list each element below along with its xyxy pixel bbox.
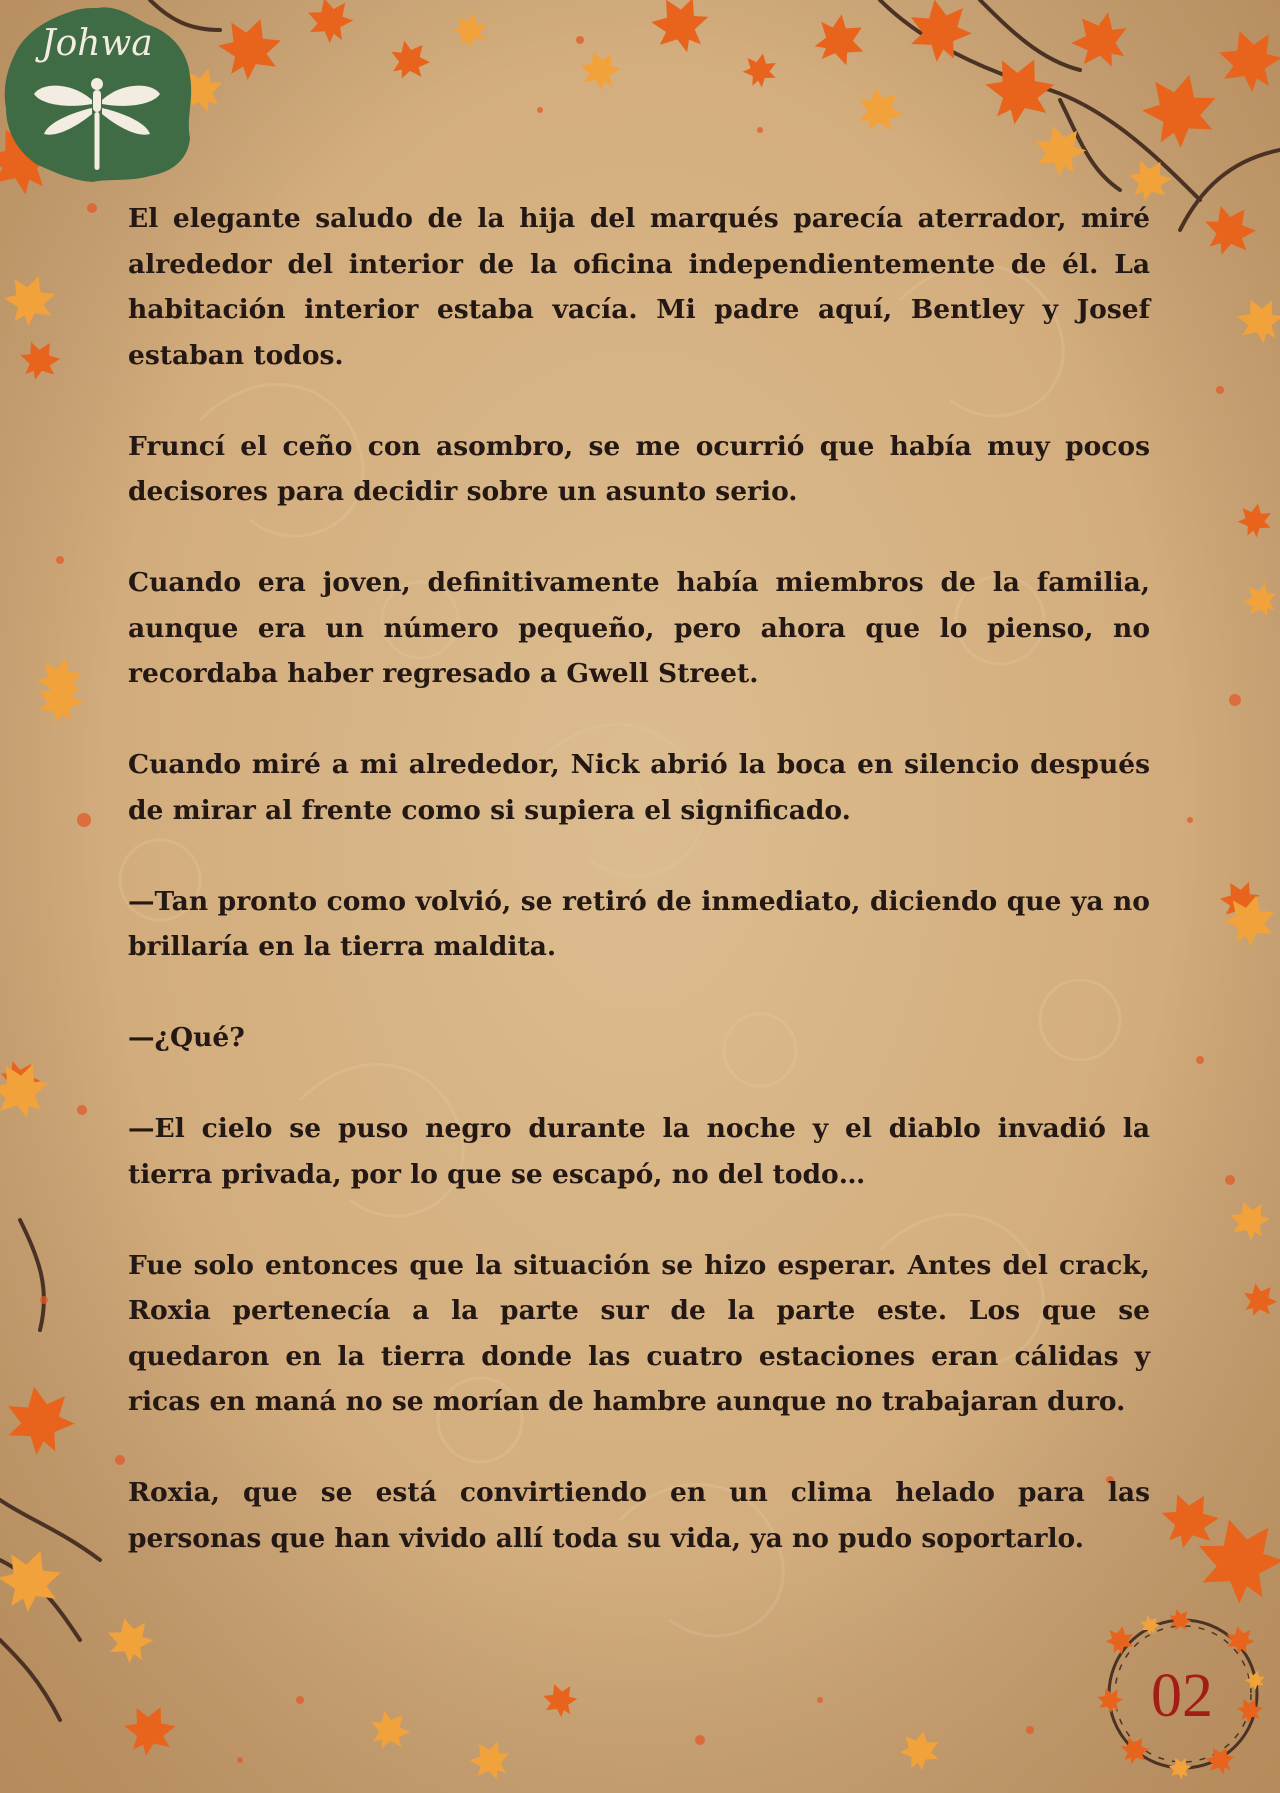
page-number: 02 bbox=[1151, 1662, 1213, 1730]
paragraph: Cuando era joven, definitivamente había miembros de la familia, aunque era un número pequeño, pero ahora que lo pienso, no recordaba haber regresado a Gwell Street. bbox=[128, 567, 1150, 689]
dragonfly-icon bbox=[32, 76, 162, 172]
story-text bbox=[128, 196, 1150, 1607]
paragraph: —¿Qué? bbox=[128, 1022, 245, 1053]
paragraph: —Tan pronto como volvió, se retiró de inmediato, diciendo que ya no brillaría en la tierra maldita. bbox=[128, 885, 1150, 962]
paragraph: —El cielo se puso negro durante la noche y el diablo invadió la tierra privada, por lo que se escapó, no del todo… bbox=[128, 1113, 1150, 1190]
paragraph: Fruncí el ceño con asombro, se me ocurrió que había muy pocos decisores para decidir sobre un asunto serio. bbox=[128, 430, 1150, 507]
logo-wordmark: Johwa bbox=[41, 23, 153, 64]
paragraph: Roxia, que se está convirtiendo en un clima helado para las personas que han vivido allí toda su vida, ya no pudo soportarlo. bbox=[128, 1477, 1150, 1554]
paragraph: El elegante saludo de la hija del marqués parecía aterrador, miré alrededor del interior de la oficina independientemente de él. La habitación interior estaba vacía. Mi padre aquí, Bentley y Josef estaban todos. bbox=[128, 203, 1150, 371]
paragraph: Fue solo entonces que la situación se hizo esperar. Antes del crack, Roxia pertenecía a la parte sur de la parte este. Los que se quedaron en la tierra donde las cuatro estaciones eran cálidas y ricas en maná no se morían de hambre aunque no trabajaran duro. bbox=[128, 1249, 1150, 1417]
paragraph: Cuando miré a mi alrededor, Nick abrió la boca en silencio después de mirar al frente como si supiera el significado. bbox=[128, 749, 1150, 826]
logo bbox=[2, 6, 192, 178]
